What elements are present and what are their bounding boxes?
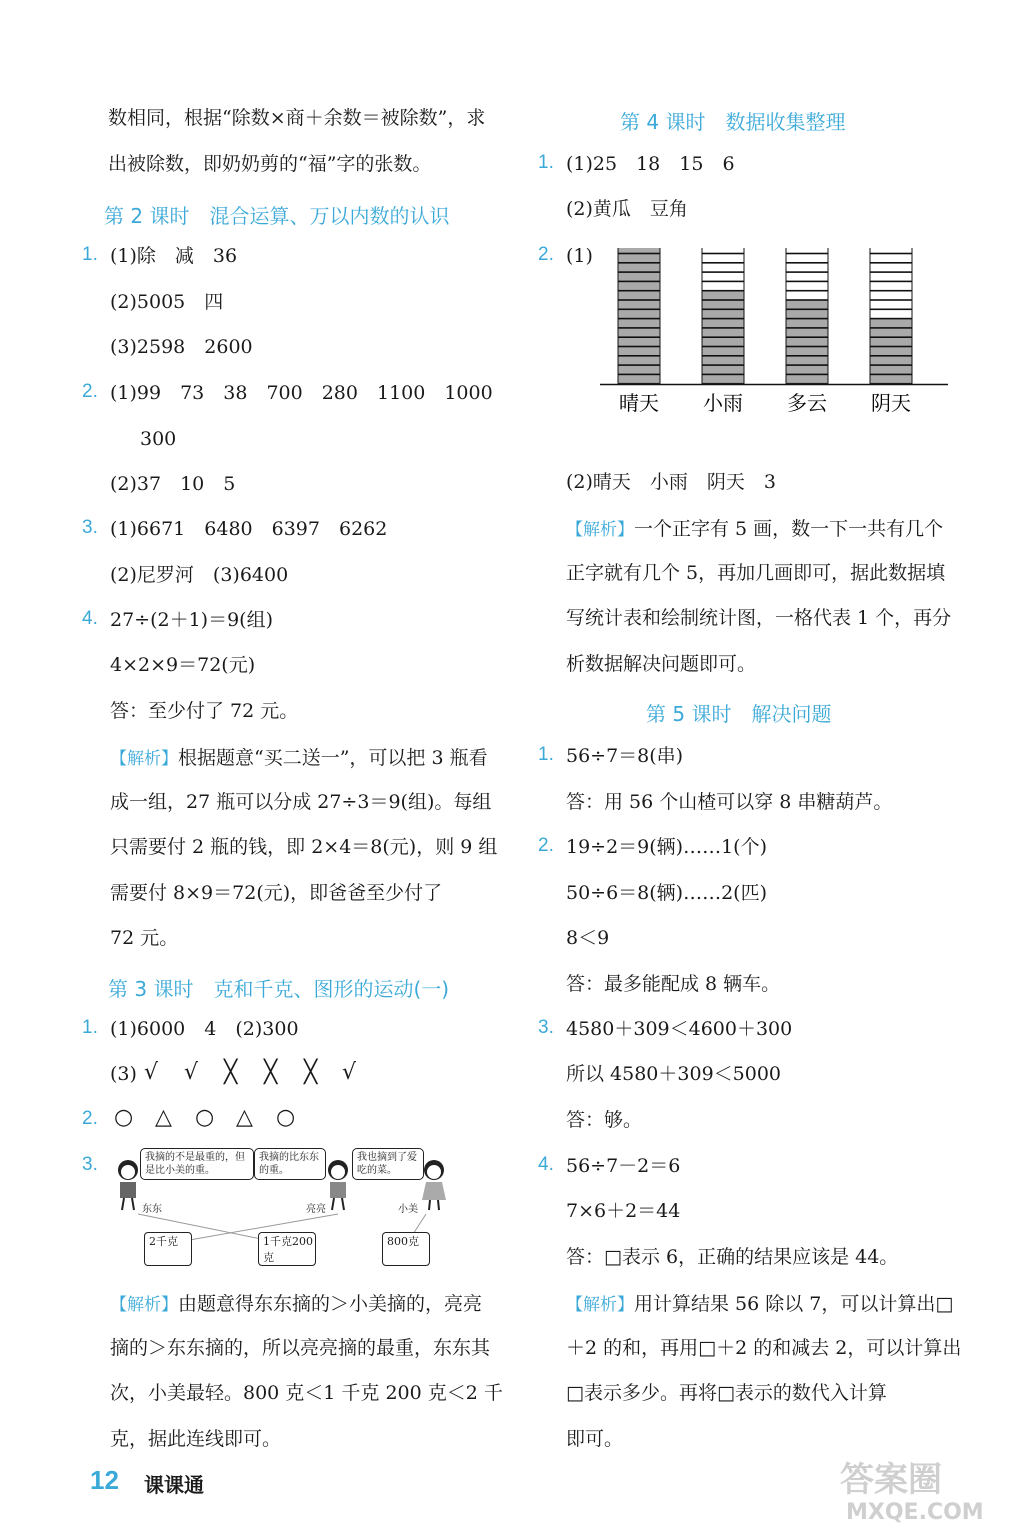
analysis-tag: 【解析】 [110,749,178,769]
analysis-line: 成一组，27 瓶可以分成 27÷3＝9(组)。每组 [110,791,492,813]
bar-cell-阴天 [870,282,912,291]
answer-line: (1)25 18 15 6 [566,153,735,175]
watermark-url: MXQE.COM [846,1500,984,1525]
analysis-tag: 【解析】 [110,1295,178,1315]
question-number: 3. [538,1017,554,1038]
lesson-2-title: 第 2 课时 混合运算、万以内数的认识 [104,204,450,228]
bar-cell-晴天 [618,347,660,356]
bar-cell-阴天 [870,248,912,253]
bar-cell-晴天 [618,272,660,281]
question-number: 2. [82,1108,98,1129]
kid-liangliang-figure [328,1160,348,1210]
lesson-3-title: 第 3 课时 克和千克、图形的运动(一) [108,977,450,1001]
bar-cell-晴天 [618,282,660,291]
answer-line: (2)黄瓜 豆角 [566,198,688,220]
speech-bubble-liangliang: 我摘的比东东的重。 [254,1148,326,1180]
answer-line: 8＜9 [566,927,610,949]
circle-shape: ○ [195,1105,215,1130]
answer-line: 56÷7－2＝6 [566,1155,681,1177]
bar-cell-多云 [786,328,828,337]
mark-cross: ╳ [264,1060,278,1085]
bar-cell-小雨 [702,319,744,328]
analysis-line: 正字就有几个 5，再加几画即可，据此数据填 [566,562,946,584]
bar-cell-多云 [786,347,828,356]
mark-cross: ╳ [224,1060,238,1085]
bar-cell-小雨 [702,310,744,319]
bar-cell-阴天 [870,328,912,337]
bar-cell-阴天 [870,347,912,356]
bar-cell-多云 [786,263,828,272]
answer-line: 27÷(2＋1)＝9(组) [110,609,274,631]
analysis-line: 由题意得东东摘的＞小美摘的，亮亮 [178,1293,483,1315]
intro-line-1: 数相同，根据“除数×商＋余数＝被除数”，求 [108,107,486,129]
answer-line: (1) [566,245,593,267]
kid-dongdong-figure [118,1160,138,1210]
bar-cell-晴天 [618,300,660,309]
question-number: 2. [538,835,554,856]
speech-bubble-xiaomei: 我也摘到了爱吃的菜。 [352,1148,424,1180]
question-number: 1. [82,244,98,265]
bar-cell-晴天 [618,338,660,347]
bar-cell-小雨 [702,356,744,365]
bar-cell-小雨 [702,328,744,337]
question-number: 1. [538,744,554,765]
question-number: 2. [538,244,554,265]
bar-cell-多云 [786,310,828,319]
bar-cell-多云 [786,291,828,300]
bar-cell-多云 [786,356,828,365]
bar-cell-阴天 [870,356,912,365]
answer-line: (1)99 73 38 700 280 1100 1000 [110,382,493,404]
answer-line: 答：用 56 个山楂可以穿 8 串糖葫芦。 [566,791,893,813]
mark-cross: ╳ [304,1060,318,1085]
mark-check: √ [144,1060,159,1085]
answer-line: (3) [110,1063,137,1085]
answer-line: (1)6000 4 (2)300 [110,1018,299,1040]
bar-cell-多云 [786,282,828,291]
answer-line: 19÷2＝9(辆)……1(个) [566,836,768,858]
analysis-tag: 【解析】 [566,520,634,540]
category-label: 阴天 [871,391,911,415]
answer-line: 56÷7＝8(串) [566,745,684,767]
bar-cell-小雨 [702,365,744,374]
bar-cell-小雨 [702,347,744,356]
bar-cell-晴天 [618,254,660,263]
analysis-line: 一个正字有 5 画，数一下一共有几个 [634,518,944,540]
bar-cell-晴天 [618,248,660,253]
answer-line: 所以 4580＋309＜5000 [566,1063,782,1085]
weight-box-2kg: 2千克 [144,1232,192,1266]
question-number: 2. [82,381,98,402]
question-number: 1. [538,152,554,173]
analysis-line: 72 元。 [110,927,179,949]
question-number: 3. [82,517,98,538]
analysis-block [110,744,488,770]
bar-cell-阴天 [870,300,912,309]
analysis-line: 摘的＞东东摘的，所以亮亮摘的最重，东东其 [110,1337,491,1359]
name-liangliang: 亮亮 [306,1204,326,1215]
answer-line: (3)2598 2600 [110,336,253,358]
answer-line: 50÷6＝8(辆)……2(匹) [566,882,768,904]
bar-cell-阴天 [870,254,912,263]
bar-cell-多云 [786,272,828,281]
mark-check: √ [184,1060,199,1085]
answer-line: (2)37 10 5 [110,473,236,495]
answer-line: (2)晴天 小雨 阴天 3 [566,471,777,493]
question-number: 3. [82,1154,98,1175]
brand-name: 课课通 [144,1473,204,1497]
bar-cell-晴天 [618,310,660,319]
weight-box-800g: 800克 [382,1232,430,1266]
answer-line: 答：最多能配成 8 辆车。 [566,973,781,995]
analysis-line: ＋2 的和，再用□＋2 的和减去 2，可以计算出 [566,1337,962,1359]
name-dongdong: 东东 [142,1204,162,1215]
weight-box-1kg200g: 1千克200克 [258,1232,316,1266]
analysis-block [566,1290,953,1316]
bar-cell-多云 [786,319,828,328]
bar-cell-多云 [786,375,828,384]
analysis-line: 用计算结果 56 除以 7，可以计算出□ [634,1293,954,1315]
bar-cell-小雨 [702,375,744,384]
bar-cell-阴天 [870,338,912,347]
speech-bubble-dongdong: 我摘的不是最重的，但是比小美的重。 [140,1148,254,1180]
answer-line: 300 [140,428,177,450]
bar-cell-晴天 [618,365,660,374]
analysis-line: □表示多少。再将□表示的数代入计算 [566,1382,887,1404]
lesson-4-title: 第 4 课时 数据收集整理 [620,110,846,134]
bar-cell-多云 [786,248,828,253]
bar-cell-阴天 [870,310,912,319]
bar-cell-多云 [786,254,828,263]
category-label: 小雨 [703,391,743,415]
bar-cell-多云 [786,300,828,309]
mark-check: √ [342,1060,357,1085]
analysis-block [110,1290,482,1316]
bar-cell-小雨 [702,248,744,253]
triangle-shape: △ [236,1105,253,1130]
matching-illustration [108,1148,460,1266]
bar-cell-多云 [786,365,828,374]
analysis-line: 即可。 [566,1428,624,1450]
answer-line: 4×2×9＝72(元) [110,654,256,676]
bar-cell-晴天 [618,356,660,365]
triangle-shape: △ [155,1105,172,1130]
question-number: 4. [538,1154,554,1175]
analysis-line: 根据题意“买二送一”，可以把 3 瓶看 [178,747,488,769]
bar-cell-晴天 [618,263,660,272]
question-number: 4. [82,608,98,629]
name-xiaomei: 小美 [398,1204,418,1215]
bar-cell-小雨 [702,291,744,300]
bar-cell-阴天 [870,291,912,300]
question-number: 1. [82,1017,98,1038]
circle-shape: ○ [276,1105,296,1130]
answer-line: (1)6671 6480 6397 6262 [110,518,388,540]
bar-cell-小雨 [702,338,744,347]
analysis-line: 克，据此连线即可。 [110,1428,282,1450]
bar-cell-阴天 [870,272,912,281]
bar-cell-晴天 [618,291,660,300]
analysis-line: 次，小美最轻。800 克＜1 千克 200 克＜2 千 [110,1382,503,1404]
weather-bar-chart [598,248,958,448]
analysis-tag: 【解析】 [566,1295,634,1315]
answer-line: (2)尼罗河 (3)6400 [110,564,289,586]
bar-cell-阴天 [870,365,912,374]
analysis-block [566,515,943,541]
bar-cell-小雨 [702,282,744,291]
bar-cell-小雨 [702,300,744,309]
bar-cell-阴天 [870,375,912,384]
answer-line: 7×6＋2＝44 [566,1200,681,1222]
bar-cell-晴天 [618,328,660,337]
category-label: 晴天 [619,391,659,415]
watermark-logo: 答案圈 [840,1460,942,1500]
bar-cell-小雨 [702,272,744,281]
bar-cell-晴天 [618,319,660,328]
circle-shape: ○ [114,1105,134,1130]
bar-cell-多云 [786,338,828,347]
answer-line: (1)除 减 36 [110,245,238,267]
category-label: 多云 [787,391,827,415]
bar-cell-阴天 [870,319,912,328]
analysis-line: 析数据解决问题即可。 [566,653,757,675]
page-number: 12 [90,1465,119,1495]
answer-line: 答：够。 [566,1109,643,1131]
analysis-line: 需要付 8×9＝72(元)，即爸爸至少付了 [110,882,443,904]
analysis-line: 写统计表和绘制统计图，一格代表 1 个，再分 [566,607,952,629]
answer-line: (2)5005 四 [110,291,224,313]
bar-cell-小雨 [702,263,744,272]
answer-line: 答：□表示 6，正确的结果应该是 44。 [566,1246,899,1268]
answer-line: 4580＋309＜4600＋300 [566,1018,793,1040]
analysis-line: 只需要付 2 瓶的钱，即 2×4＝8(元)，则 9 组 [110,836,498,858]
lesson-5-title: 第 5 课时 解决问题 [646,702,832,726]
bar-cell-晴天 [618,375,660,384]
intro-line-2: 出被除数，即奶奶剪的“福”字的张数。 [108,153,432,175]
kid-xiaomei-figure [422,1160,446,1210]
answer-line: 答：至少付了 72 元。 [110,700,299,722]
bar-cell-阴天 [870,263,912,272]
bar-cell-小雨 [702,254,744,263]
